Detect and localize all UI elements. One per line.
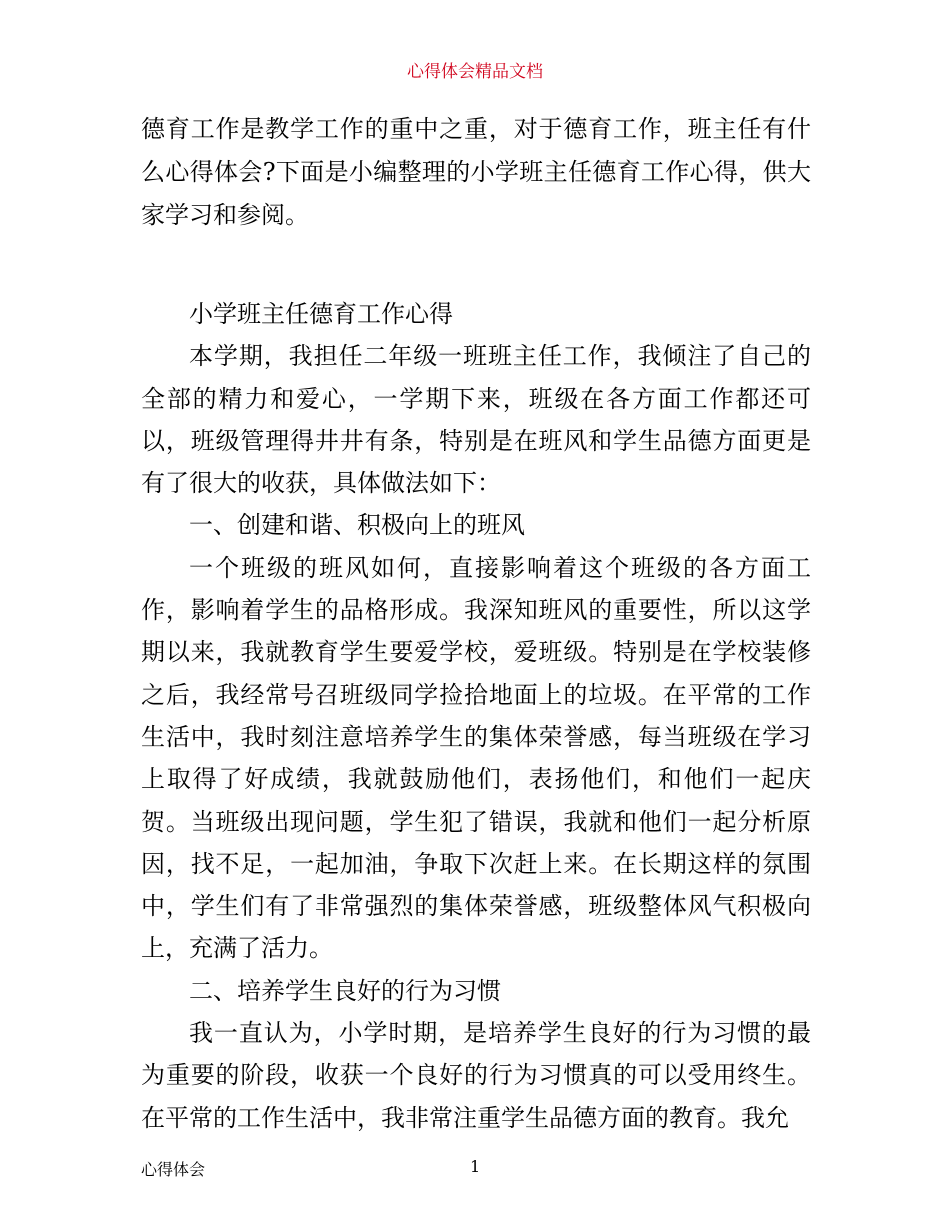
spacer	[141, 237, 811, 293]
footer-label: 心得体会	[141, 1160, 206, 1179]
body-paragraph: 一个班级的班风如何，直接影响着这个班级的各方面工作，影响着学生的品格形成。我深知班风的重要性，所以这学期以来，我就教育学生要爱学校，爱班级。特别是在学校装修之后，我经常号召班级同学捡拾地面上的垃圾。在平常的工作生活中，我时刻注意培养学生的集体荣誉感，每当班级在学习上取得了好成绩，我就鼓励他们，表扬他们，和他们一起庆贺。当班级出现问题，学生犯了错误，我就和他们一起分析原因，找不足，一起加油，争取下次赶上来。在长期这样的氛围中，学生们有了非常强烈的集体荣誉感，班级整体风气积极向上，充满了活力。	[141, 553, 811, 963]
article-title: 小学班主任德育工作心得	[189, 300, 453, 328]
document-body	[141, 108, 811, 1139]
body-paragraph: 本学期，我担任二年级一班班主任工作，我倾注了自己的全部的精力和爱心，一学期下来，班级在各方面工作都还可以，班级管理得井井有条，特别是在班风和学生品德方面更是有了很大的收获，具体做法如下：	[141, 342, 811, 498]
page-number: 1	[470, 1157, 481, 1176]
body-paragraph: 我一直认为，小学时期，是培养学生良好的行为习惯的最为重要的阶段，收获一个良好的行为习惯真的可以受用终生。在平常的工作生活中，我非常注重学生品德方面的教育。我允	[141, 1019, 811, 1132]
section-heading: 一、创建和谐、积极向上的班风	[189, 511, 525, 540]
intro-paragraph: 德育工作是教学工作的重中之重，对于德育工作，班主任有什么心得体会?下面是小编整理的小学班主任德育工作心得，供大家学习和参阅。	[141, 115, 811, 229]
page-header: 心得体会精品文档	[407, 62, 543, 82]
section-heading: 二、培养学生良好的行为习惯	[189, 976, 501, 1005]
